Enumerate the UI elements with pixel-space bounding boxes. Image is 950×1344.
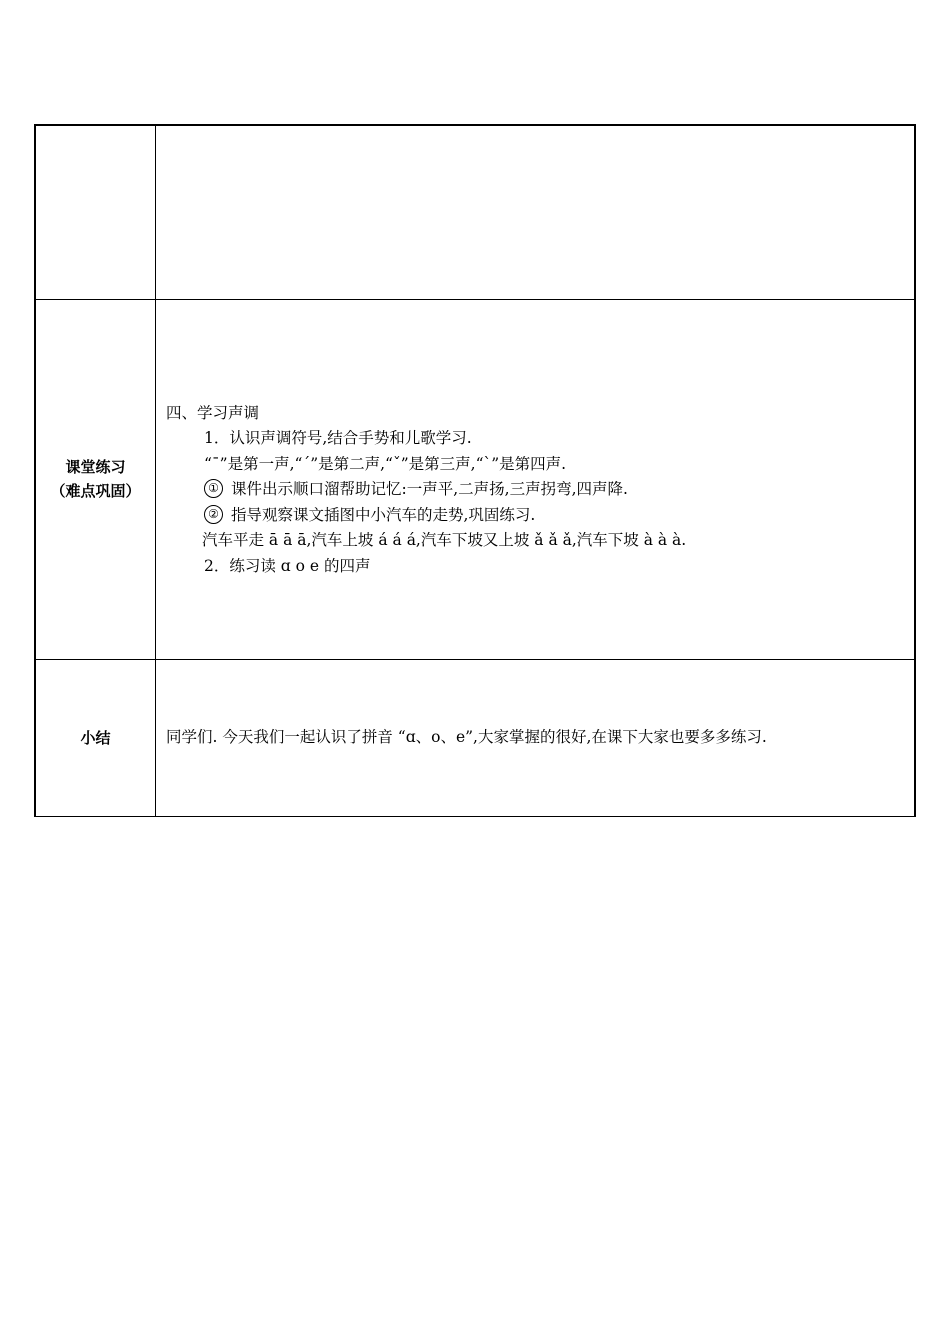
circled-number-2: ② xyxy=(204,505,223,524)
practice-content xyxy=(166,401,914,580)
observe-text: 指导观察课文插图中小汽车的走势,巩固练习. xyxy=(231,505,536,524)
summary-text: 同学们. 今天我们一起认识了拼音 “ɑ、o、e”,大家掌握的很好,在课下大家也要多多练习. xyxy=(166,727,767,746)
summary-label: 小结 xyxy=(80,728,111,747)
mnemonic-line xyxy=(166,477,914,503)
practice-label-cell xyxy=(35,299,156,659)
practice-content-cell xyxy=(156,299,916,659)
car-tones-line: 汽车平走 ā ā ā,汽车上坡 á á á,汽车下坡又上坡 ǎ ǎ ǎ,汽车下坡 à à à. xyxy=(202,531,687,550)
observe-line xyxy=(166,503,914,529)
mnemonic-text: 课件出示顺口溜帮助记忆:一声平,二声扬,三声拐弯,四声降. xyxy=(231,480,628,499)
section-heading: 四、学习声调 xyxy=(166,403,260,422)
summary-label-cell xyxy=(35,659,156,816)
tone-marks-line: “ˉ”是第一声,“ˊ”是第二声,“ˇ”是第三声,“ˋ”是第四声. xyxy=(204,454,567,473)
circled-number-1: ① xyxy=(204,479,223,498)
lesson-plan-table xyxy=(34,124,916,817)
row-label-cell xyxy=(35,125,156,299)
practice-label: 课堂练习 xyxy=(65,458,126,476)
step-2: 2．练习读 ɑ o e 的四声 xyxy=(204,556,371,575)
summary-content-cell xyxy=(156,659,916,816)
step-1: 1．认识声调符号,结合手势和儿歌学习. xyxy=(204,429,472,448)
row-content-cell xyxy=(156,125,916,299)
practice-sublabel: （难点巩固） xyxy=(50,482,141,500)
table-row-summary xyxy=(35,659,915,816)
table-row xyxy=(35,125,915,299)
table-row-practice xyxy=(35,299,915,659)
